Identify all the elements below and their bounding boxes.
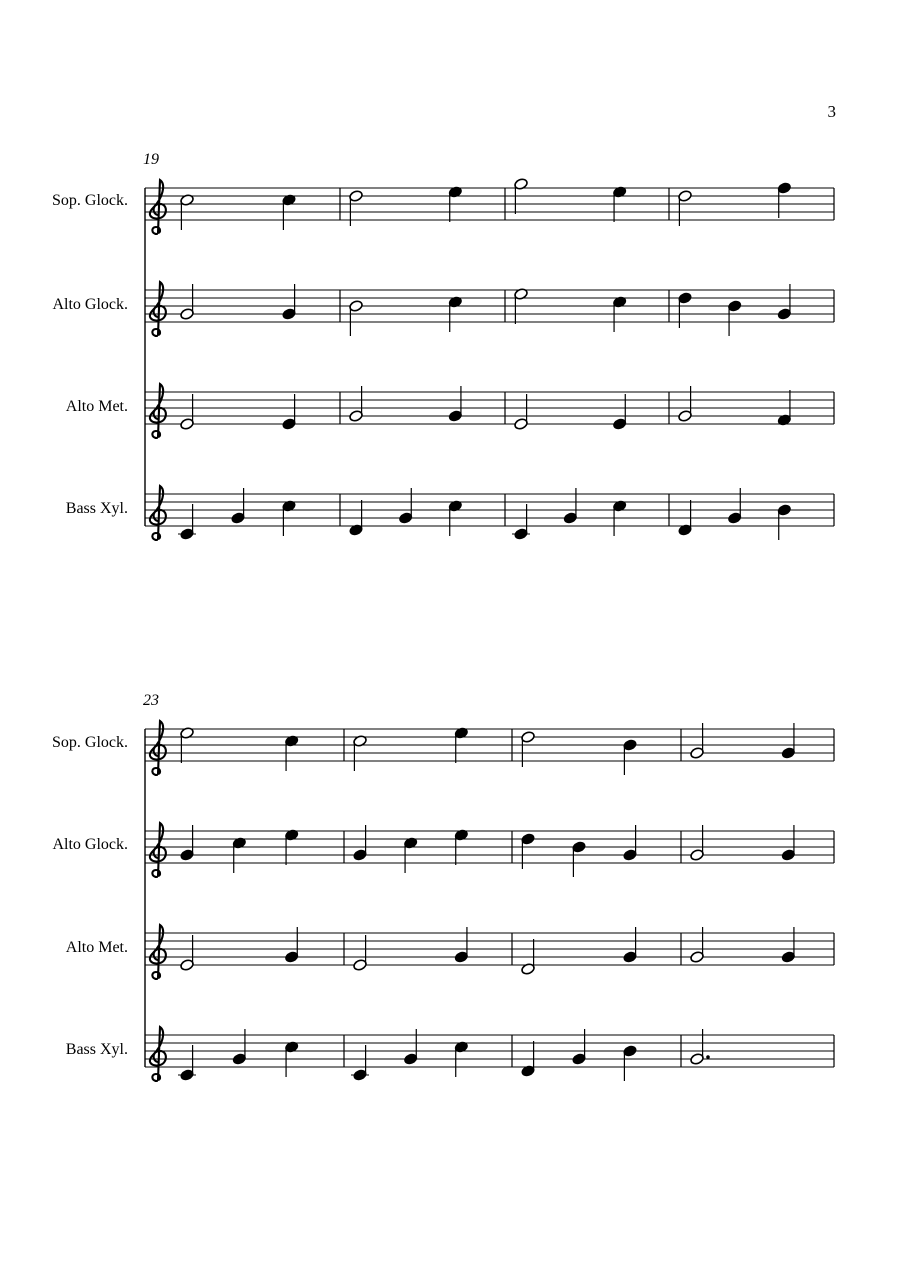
part-label-alto-met: Alto Met.	[65, 398, 128, 415]
part-label-alto-glock: Alto Glock.	[52, 296, 128, 313]
augmentation-dot	[706, 1055, 710, 1059]
measure-number-system-2: 23	[143, 692, 159, 709]
part-label-bass-xyl: Bass Xyl.	[65, 1041, 128, 1058]
part-label-alto-met: Alto Met.	[65, 939, 128, 956]
page-number: 3	[827, 102, 836, 121]
part-label-bass-xyl: Bass Xyl.	[65, 500, 128, 517]
part-label-sop-glock: Sop. Glock.	[52, 192, 128, 209]
part-label-sop-glock: Sop. Glock.	[52, 734, 128, 751]
measure-number-system-1: 19	[143, 151, 159, 168]
part-label-alto-glock: Alto Glock.	[52, 836, 128, 853]
